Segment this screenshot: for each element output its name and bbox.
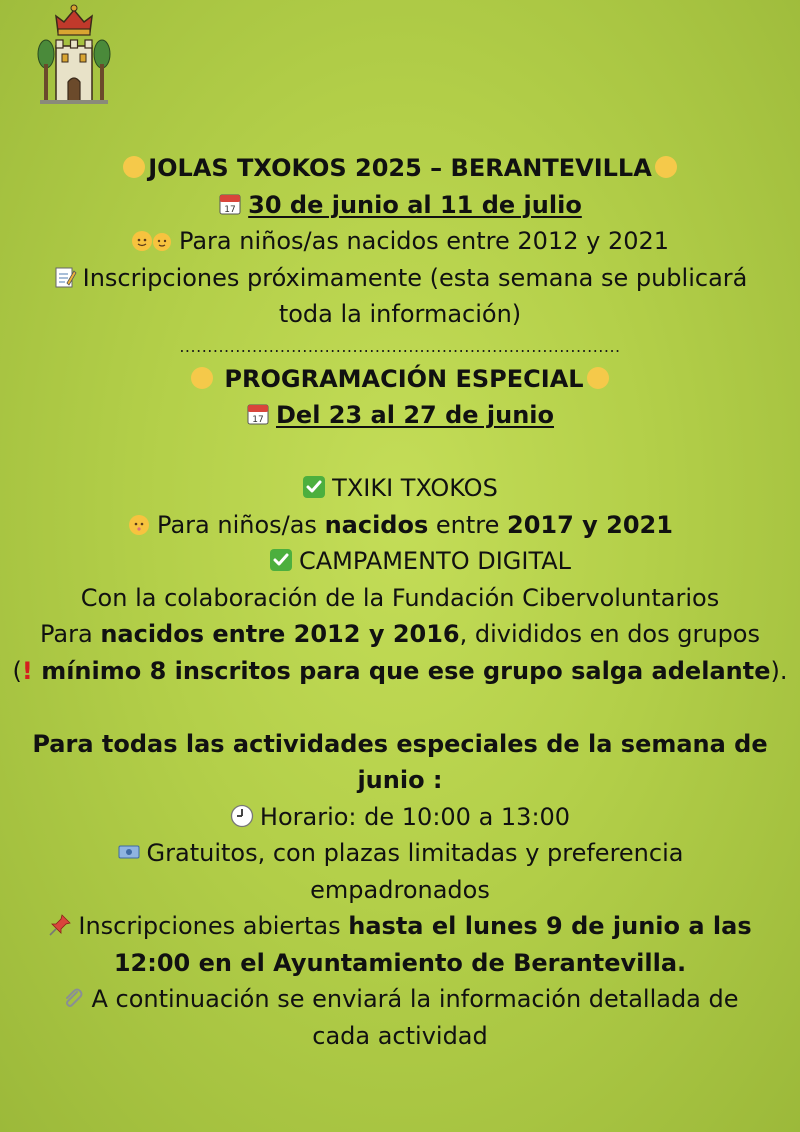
groups-bold: nacidos entre 2012 y 2016 [100,620,460,648]
campamento-label: CAMPAMENTO DIGITAL [298,547,572,575]
campamento-minimum-line [0,653,800,690]
jolas-inscriptions-line [0,260,800,297]
dotted-separator: ............................................................................... [179,336,621,356]
campamento-groups-line [0,616,800,653]
check-mark-icon [269,548,293,572]
followup-2: cada actividad [312,1021,488,1050]
exclamation-icon: ! [21,656,33,685]
txiki-text-bold-nacidos: nacidos [324,510,429,539]
children-icon [131,228,173,252]
open-pre: Inscripciones abiertas [78,912,349,940]
open-bold-1: hasta el lunes 9 de junio a las [348,912,752,940]
svg-text:17: 17 [224,204,236,215]
open-line [0,908,800,945]
groups-post: , divididos en dos grupos [459,620,760,648]
yellow-circle-icon [122,155,146,179]
txiki-text-bold-years: 2017 y 2021 [507,510,673,539]
open-bold-2: 12:00 en el Ayuntamiento de Berantevilla. [113,948,687,977]
svg-text:17: 17 [252,415,264,425]
yellow-circle-icon [654,155,678,179]
yellow-circle-icon [586,366,610,390]
especial-date: Del 23 al 27 de junio [276,401,554,429]
calendar-icon [246,402,270,426]
jolas-ages: Para niños/as nacidos entre 2012 y 2021 [178,227,670,255]
txiki-ages-line [0,507,800,544]
free-1: Gratuitos, con plazas limitadas y preferencia [146,839,684,867]
schedule-line [0,799,800,836]
coat-of-arms-icon [34,2,114,106]
all-heading-1: Para todas las actividades especiales de la semana de [32,729,768,758]
jolas-inscriptions-2: toda la información) [278,300,522,328]
especial-title-line [0,361,800,398]
memo-icon [53,265,77,289]
jolas-title: JOLAS TXOKOS 2025 – BERANTEVILLA [148,154,652,182]
calendar-icon [218,192,242,216]
pushpin-icon [48,913,72,937]
baby-icon [127,512,151,536]
min-open: ( [12,656,22,685]
schedule: Horario: de 10:00 a 13:00 [259,802,571,831]
jolas-date-line [0,187,800,224]
txiki-label-line [0,470,800,507]
followup-line [0,981,800,1018]
especial-date-line [0,397,800,434]
min-close: ). [770,656,788,685]
followup-1: A continuación se enviará la información detallada de [91,985,739,1013]
all-heading-2: junio : [357,766,443,794]
check-mark-icon [302,475,326,499]
txiki-label: TXIKI TXOKOS [332,474,498,502]
jolas-date: 30 de junio al 11 de julio [248,190,582,219]
money-icon [117,840,141,864]
especial-title: PROGRAMACIÓN ESPECIAL [224,364,584,393]
campamento-collab: Con la colaboración de la Fundación Cibervoluntarios [80,583,720,612]
jolas-inscriptions-1: Inscripciones próximamente (esta semana se publicará [82,263,748,292]
jolas-title-line [0,150,800,187]
groups-pre: Para [40,620,101,648]
min-bold: mínimo 8 inscritos para que ese grupo salga adelante [32,656,771,685]
txiki-text-pre: Para niños/as [157,510,325,539]
yellow-circle-icon [190,366,214,390]
jolas-ages-line [0,223,800,260]
poster-content [0,150,800,1054]
txiki-text-mid: entre [428,510,507,539]
free-line [0,835,800,872]
clock-icon [230,804,254,828]
free-2: empadronados [310,875,490,904]
paperclip-icon [61,986,85,1010]
campamento-label-line [0,543,800,580]
